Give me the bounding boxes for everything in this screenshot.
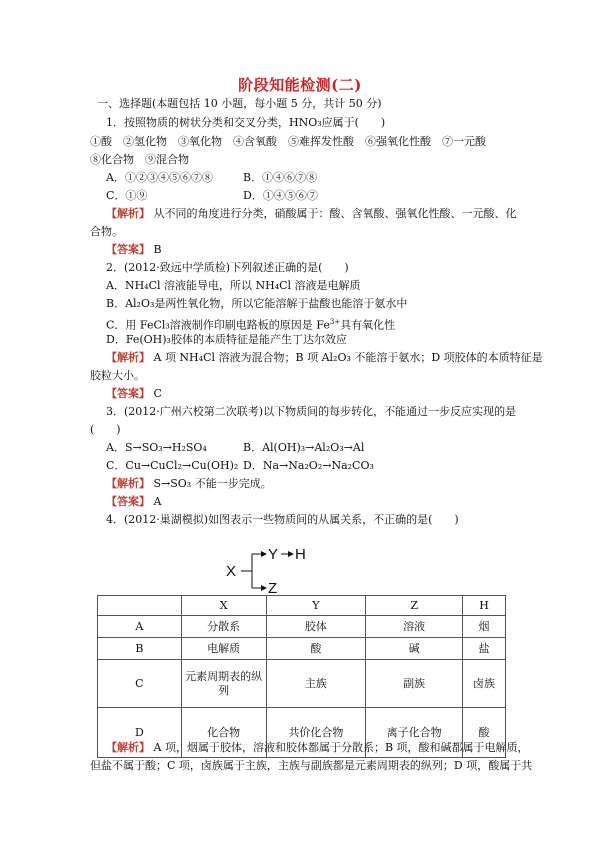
q4-analysis-cont: 但盐不属于酸；C 项，卤族属于主族，主族与副族都是元素周期表的纵列；D 项，酸属于共: [90, 759, 533, 772]
q1-choice-a: A．①②③④⑤⑥⑦⑧: [106, 171, 213, 184]
q2-option-c-text-end: 具有氧化性: [340, 318, 396, 332]
table-cell: 烟: [463, 616, 506, 638]
q3-analysis-text: S→SO₃ 不能一步完成。: [153, 477, 272, 490]
answer-label: 【答案】: [106, 243, 150, 256]
q1-choice-b: B．①④⑥⑦⑧: [243, 171, 318, 184]
diagram-label-x: X: [226, 563, 237, 580]
table-cell: 碱: [366, 638, 463, 660]
q2-answer-value: C: [153, 387, 162, 400]
table-cell: 元素周期表的纵列: [181, 660, 266, 708]
q2-option-a: A．NH₄Cl 溶液能导电，所以 NH₄Cl 溶液是电解质: [106, 279, 361, 292]
table-cell: D: [98, 708, 182, 758]
table-cell: B: [98, 638, 182, 660]
analysis-label: 【解析】: [106, 207, 150, 220]
table-header-cell: Y: [266, 596, 366, 616]
q2-stem: 2．(2012·致远中学质检)下列叙述正确的是( ): [106, 261, 349, 274]
table-cell: 溶液: [366, 616, 463, 638]
table-cell: 酸: [463, 708, 506, 758]
answer-label: 【答案】: [106, 495, 150, 508]
analysis-label: 【解析】: [106, 351, 150, 364]
q2-option-d: D．Fe(OH)₃胶体的本质特征是能产生丁达尔效应: [106, 333, 347, 346]
q3-option-d: D．Na→Na₂O₂→Na₂CO₃: [243, 459, 374, 472]
q1-analysis-cont: 合物。: [90, 225, 123, 238]
table-header-cell: [98, 596, 182, 616]
q2-option-c: [106, 315, 395, 333]
q3-option-c: C．Cu→CuCl₂→Cu(OH)₂: [106, 459, 239, 472]
page-title: 阶段知能检测(二): [238, 76, 362, 94]
q1-stem: 1．按照物质的树状分类和交叉分类，HNO₃应属于( ): [106, 116, 386, 129]
q1-answer: [106, 243, 162, 257]
table-cell: 胶体: [266, 616, 366, 638]
q2-option-b: B．Al₂O₃是两性氧化物，所以它能溶解于盐酸也能溶于氨水中: [106, 297, 408, 310]
diagram-label-y: Y: [268, 546, 279, 563]
diagram-arrowhead: [288, 551, 294, 557]
table-cell: 化合物: [181, 708, 266, 758]
table-cell: A: [98, 616, 182, 638]
relation-diagram: [226, 540, 346, 596]
q2-analysis-cont: 胶粒大小。: [90, 369, 145, 382]
table-cell: 副族: [366, 660, 463, 708]
diagram-label-z: Z: [268, 580, 278, 596]
q3-option-a: A．S→SO₃→H₂SO₄: [106, 441, 207, 454]
table-header-row: [98, 596, 506, 616]
diagram-label-h: H: [295, 546, 306, 563]
q1-analysis: [106, 207, 517, 221]
table-cell: 分散系: [181, 616, 266, 638]
q2-analysis: [106, 351, 543, 365]
table-row: [98, 660, 506, 708]
q4-analysis-text: A 项，烟属于胶体，溶液和胶体都属于分散系；B 项，酸和碱都属于电解质，: [153, 741, 529, 754]
q3-stem: 3．(2012·广州六校第二次联考)以下物质间的每步转化，不能通过一步反应实现的是: [106, 405, 517, 418]
q2-option-c-charge: 3+: [329, 318, 341, 326]
q1-choice-c: C．①⑨: [106, 189, 148, 202]
section-heading: 一、选择题(本题包括 10 小题，每小题 5 分，共计 50 分): [97, 97, 382, 110]
q3-analysis: [106, 477, 272, 491]
table-cell: 主族: [266, 660, 366, 708]
table-cell: C: [98, 660, 182, 708]
q1-analysis-text: 从不同的角度进行分类，硝酸属于：酸、含氧酸、强氧化性酸、一元酸、化: [153, 207, 517, 220]
q4-stem: 4．(2012·巢湖模拟)如图表示一些物质间的从属关系，不正确的是( ): [106, 513, 459, 526]
analysis-label: 【解析】: [106, 741, 150, 754]
table-cell: 共价化合物: [266, 708, 366, 758]
table-header-cell: X: [181, 596, 266, 616]
q3-answer: [106, 495, 161, 509]
q2-answer: [106, 387, 162, 401]
q3-stem-cont: ( ): [90, 423, 121, 436]
q4-analysis: [106, 741, 529, 755]
answer-label: 【答案】: [106, 387, 150, 400]
options-table: [97, 595, 506, 758]
q1-options-line2: ⑧化合物 ⑨混合物: [90, 153, 189, 166]
table-cell: 盐: [463, 638, 506, 660]
diagram-arrowhead: [261, 551, 267, 557]
table-cell: 酸: [266, 638, 366, 660]
table-row: [98, 638, 506, 660]
table-header-cell: Z: [366, 596, 463, 616]
q1-answer-value: B: [153, 243, 162, 256]
table-cell: 离子化合物: [366, 708, 463, 758]
table-row: [98, 616, 506, 638]
table-cell: 电解质: [181, 638, 266, 660]
q3-answer-value: A: [153, 495, 162, 508]
table-cell: 卤族: [463, 660, 506, 708]
q1-choice-d: D．①④⑤⑥⑦: [243, 189, 318, 202]
diagram-arrowhead: [261, 585, 267, 591]
q2-analysis-text: A 项 NH₄Cl 溶液为混合物；B 项 Al₂O₃ 不能溶于氨水；D 项胶体的本质特征是: [153, 351, 543, 364]
q3-option-b: B．Al(OH)₃→Al₂O₃→Al: [243, 441, 365, 454]
q1-options-line1: ①酸 ②氢化物 ③氧化物 ④含氧酸 ⑤难挥发性酸 ⑥强氧化性酸 ⑦一元酸: [90, 135, 486, 148]
table-header-cell: H: [463, 596, 506, 616]
q2-option-c-text: C．用 FeCl₃溶液制作印刷电路板的原因是 Fe: [106, 318, 330, 332]
analysis-label: 【解析】: [106, 477, 150, 490]
